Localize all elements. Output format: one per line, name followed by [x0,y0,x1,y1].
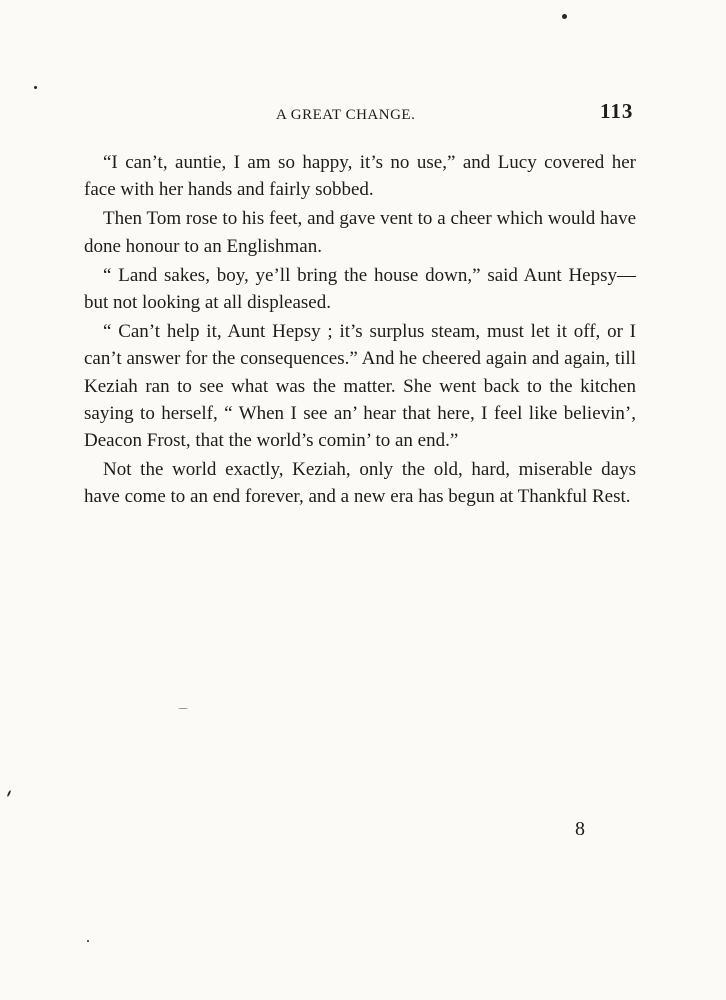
ink-speck [34,86,37,89]
ink-speck [87,940,89,942]
signature-mark: 8 [575,818,585,840]
paragraph-2: Then Tom rose to his feet, and gave vent to a cheer which would have done honour to an Englishman. [84,208,636,257]
body-text [84,149,636,513]
ink-speck [7,790,12,797]
paragraph-3: “ Land sakes, boy, ye’ll bring the house down,” said Aunt Hepsy—but not looking at all displeased. [84,264,636,314]
paragraph-5: Not the world exactly, Keziah, only the old, hard, miserable days have come to an end forever, and a new era has begun at Thankful Rest. [84,459,636,508]
ink-speck [178,708,188,709]
chapter-title: A GREAT CHANGE. [276,107,416,123]
paragraph-1: “I can’t, auntie, I am so happy, it’s no use,” and Lucy covered her face with her hands and fairly sobbed. [84,152,636,201]
running-head [0,99,726,133]
paragraph-4: “ Can’t help it, Aunt Hepsy ; it’s surplus steam, must let it off, or I can’t answer for the consequences.” And he cheered again and again, till Keziah ran to see what was the matter. She went back to the kitchen saying to herself, “ When I see an’ hear that here, I feel like believin’, Deacon Frost, that the world’s comin’ to an end.” [84,321,636,452]
page-number: 113 [600,99,634,123]
ink-speck [562,14,567,19]
